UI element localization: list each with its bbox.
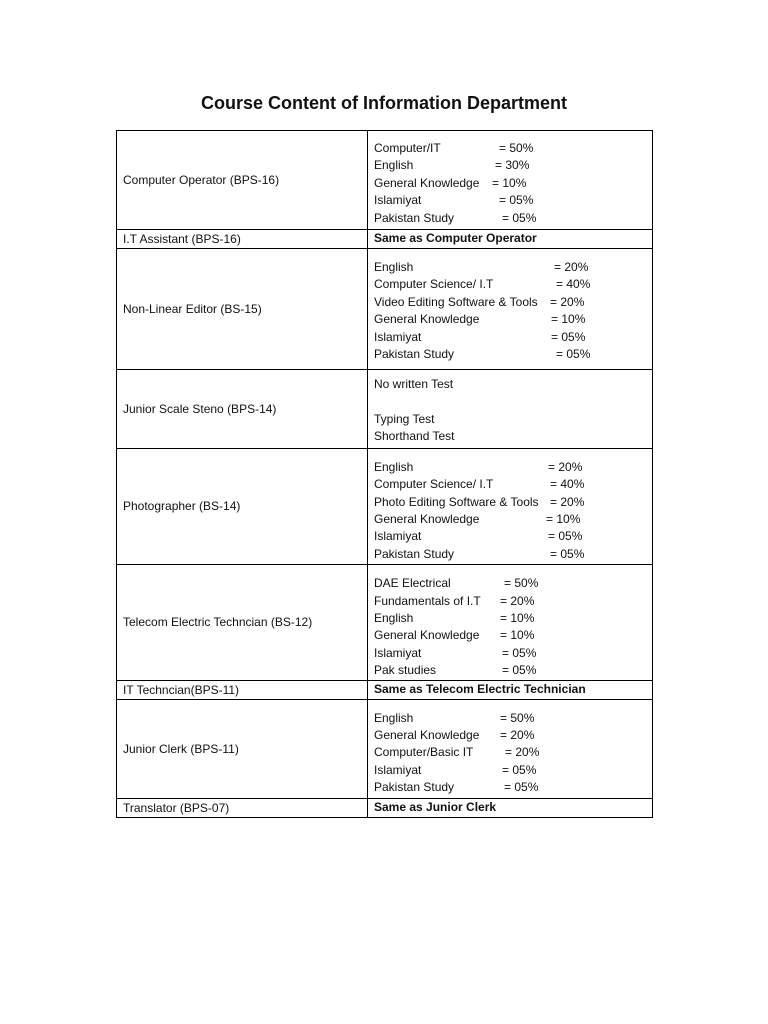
subject-percentage: = 50% xyxy=(504,576,539,591)
subject-name: Computer Science/ I.T xyxy=(374,477,494,492)
subject-line xyxy=(374,762,646,779)
subject-percentage: = 05% xyxy=(502,762,537,777)
subject-name: Islamiyat xyxy=(374,193,422,208)
content-cell xyxy=(368,249,653,370)
table-row xyxy=(117,448,653,564)
position-cell: Telecom Electric Techncian (BS-12) xyxy=(117,565,368,680)
table-row xyxy=(117,370,653,448)
position-cell: Junior Scale Steno (BPS-14) xyxy=(117,370,368,448)
subject-name: Pakistan Study xyxy=(374,780,455,795)
subject-name: Islamiyat xyxy=(374,329,422,344)
subject-percentage: = 05% xyxy=(551,329,586,344)
table-row xyxy=(117,699,653,798)
subject-line xyxy=(374,511,646,528)
subject-line xyxy=(374,476,646,493)
subject-percentage: = 40% xyxy=(556,277,591,292)
course-content-table xyxy=(116,130,653,818)
subject-line xyxy=(374,294,646,311)
subject-percentage: = 10% xyxy=(492,175,527,190)
subject-name: Video Editing Software & Tools xyxy=(374,294,538,309)
subject-name: General Knowledge xyxy=(374,312,480,327)
table-row xyxy=(117,249,653,370)
subject-name: Fundamentals of I.T xyxy=(374,593,481,608)
subject-line xyxy=(374,546,646,563)
blank-line xyxy=(374,394,646,411)
subject-name: Computer/Basic IT xyxy=(374,745,474,760)
note-cell: Same as Junior Clerk xyxy=(368,798,653,817)
subject-percentage: = 05% xyxy=(550,546,585,561)
position-cell: Translator (BPS-07) xyxy=(117,798,368,817)
table-row xyxy=(117,798,653,817)
table-row xyxy=(117,131,653,230)
position-cell: I.T Assistant (BPS-16) xyxy=(117,230,368,249)
subject-line xyxy=(374,528,646,545)
subject-percentage: = 20% xyxy=(500,727,535,742)
subject-name: English xyxy=(374,610,414,625)
table-row xyxy=(117,565,653,680)
subject-name: English xyxy=(374,260,414,275)
subject-percentage: = 10% xyxy=(546,511,581,526)
subject-name: Islamiyat xyxy=(374,762,422,777)
subject-line xyxy=(374,662,646,679)
subject-percentage: = 05% xyxy=(548,529,583,544)
subject-percentage: = 20% xyxy=(505,745,540,760)
subject-name: English xyxy=(374,158,414,173)
subject-line xyxy=(374,459,646,476)
subject-name: Photo Editing Software & Tools xyxy=(374,494,539,509)
subject-name: English xyxy=(374,710,414,725)
subject-line xyxy=(374,593,646,610)
subject-line xyxy=(374,192,646,209)
subject-percentage: = 20% xyxy=(548,459,583,474)
subject-name: General Knowledge xyxy=(374,727,480,742)
subject-percentage: = 20% xyxy=(500,593,535,608)
subject-percentage: = 20% xyxy=(550,294,585,309)
position-cell: Junior Clerk (BPS-11) xyxy=(117,699,368,798)
text-line: Typing Test xyxy=(374,411,435,426)
subject-percentage: = 10% xyxy=(500,610,535,625)
subject-line xyxy=(374,627,646,644)
subject-name: General Knowledge xyxy=(374,511,480,526)
content-cell xyxy=(368,699,653,798)
subject-percentage: = 40% xyxy=(550,477,585,492)
subject-line xyxy=(374,157,646,174)
position-cell: Photographer (BS-14) xyxy=(117,448,368,564)
subject-name: Pakistan Study xyxy=(374,347,455,362)
subject-name: Pakistan Study xyxy=(374,546,455,561)
text-line: No written Test xyxy=(374,377,454,392)
content-cell xyxy=(368,565,653,680)
subject-line xyxy=(374,610,646,627)
position-cell: IT Techncian(BPS-11) xyxy=(117,680,368,699)
content-cell xyxy=(368,370,653,448)
subject-line xyxy=(374,259,646,276)
subject-percentage: = 05% xyxy=(502,645,537,660)
subject-name: Pakistan Study xyxy=(374,210,455,225)
subject-percentage: = 05% xyxy=(504,780,539,795)
text-line: Shorthand Test xyxy=(374,429,455,444)
subject-line xyxy=(374,727,646,744)
position-cell: Non-Linear Editor (BS-15) xyxy=(117,249,368,370)
subject-percentage: = 50% xyxy=(499,141,534,155)
subject-percentage: = 05% xyxy=(502,210,537,225)
subject-name: Computer/IT xyxy=(374,141,441,155)
subject-line xyxy=(374,140,646,157)
subject-line xyxy=(374,346,646,363)
position-cell: Computer Operator (BPS-16) xyxy=(117,131,368,230)
table-row xyxy=(117,680,653,699)
note-cell: Same as Computer Operator xyxy=(368,230,653,249)
subject-line xyxy=(374,210,646,227)
subject-line xyxy=(374,329,646,346)
subject-name: General Knowledge xyxy=(374,628,480,643)
subject-percentage: = 10% xyxy=(500,628,535,643)
subject-percentage: = 20% xyxy=(554,260,589,275)
subject-line xyxy=(374,710,646,727)
subject-line xyxy=(374,276,646,293)
subject-line xyxy=(374,175,646,192)
subject-line xyxy=(374,779,646,796)
subject-percentage: = 20% xyxy=(550,494,585,509)
subject-line xyxy=(374,575,646,592)
subject-line xyxy=(374,744,646,761)
subject-percentage: = 05% xyxy=(502,663,537,678)
page-title: Course Content of Information Department xyxy=(200,93,567,113)
table-row xyxy=(117,230,653,249)
subject-name: Computer Science/ I.T xyxy=(374,277,494,292)
subject-name: DAE Electrical xyxy=(374,576,451,591)
subject-line xyxy=(374,494,646,511)
subject-percentage: = 10% xyxy=(551,312,586,327)
subject-name: English xyxy=(374,459,414,474)
subject-name: Pak studies xyxy=(374,663,437,678)
subject-line xyxy=(374,645,646,662)
subject-percentage: = 30% xyxy=(495,158,530,173)
subject-line xyxy=(374,311,646,328)
subject-percentage: = 50% xyxy=(500,710,535,725)
subject-name: General Knowledge xyxy=(374,175,480,190)
subject-percentage: = 05% xyxy=(556,347,591,362)
note-cell: Same as Telecom Electric Technician xyxy=(368,680,653,699)
subject-percentage: = 05% xyxy=(499,193,534,208)
subject-name: Islamiyat xyxy=(374,645,422,660)
content-cell xyxy=(368,448,653,564)
subject-name: Islamiyat xyxy=(374,529,422,544)
content-cell xyxy=(368,131,653,230)
